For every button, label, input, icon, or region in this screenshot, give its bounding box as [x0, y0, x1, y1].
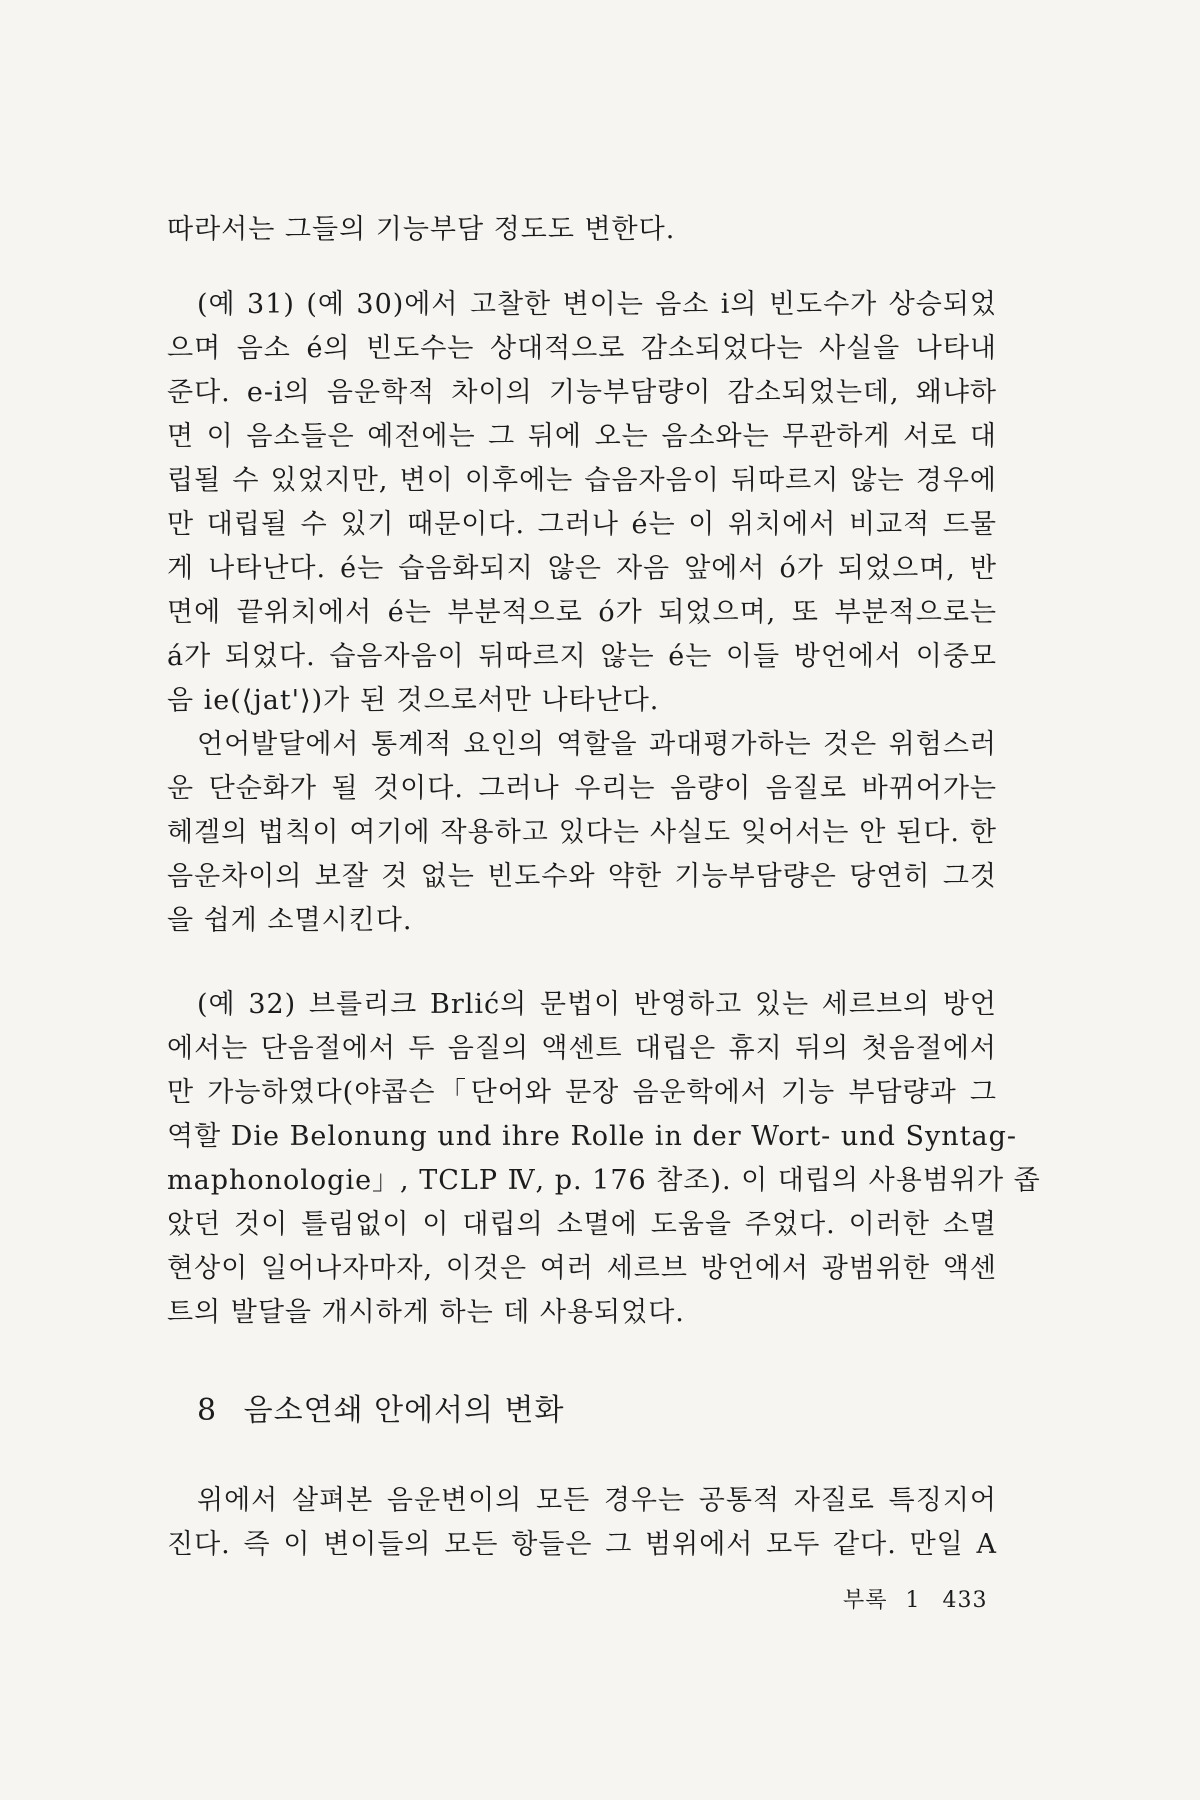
section-heading [197, 1385, 565, 1429]
section-number-label: 1 [905, 1588, 921, 1613]
text-line: (예 32) 브를리크 Brlić의 문법이 반영하고 있는 세르브의 방언 [197, 989, 997, 1020]
text-line: 역할 Die Belonung und ihre Rolle in der Wort- und Syntag- [167, 1121, 1018, 1152]
text-line: 현상이 일어나자마자, 이것은 여러 세르브 방언에서 광범위한 액센 [167, 1253, 997, 1284]
section-label: 부록 [843, 1588, 888, 1613]
text-line: 립될 수 있었지만, 변이 이후에는 습음자음이 뒤따르지 않는 경우에 [167, 465, 997, 496]
page-footer [843, 1583, 988, 1614]
text-line: 언어발달에서 통계적 요인의 역할을 과대평가하는 것은 위험스러 [197, 729, 997, 760]
text-line: 헤겔의 법칙이 여기에 작용하고 있다는 사실도 잊어서는 안 된다. 한 [167, 817, 997, 848]
text-line: (예 31) (예 30)에서 고찰한 변이는 음소 i의 빈도수가 상승되었 [197, 289, 997, 320]
text-line: 진다. 즉 이 변이들의 모든 항들은 그 범위에서 모두 같다. 만일 A [167, 1529, 997, 1560]
text-line: 준다. e-i의 음운학적 차이의 기능부담량이 감소되었는데, 왜냐하 [167, 377, 997, 408]
text-line: 게 나타난다. é는 습음화되지 않은 자음 앞에서 ó가 되었으며, 반 [167, 553, 997, 584]
text-line: 따라서는 그들의 기능부담 정도도 변한다. [167, 214, 676, 245]
text-line: 운 단순화가 될 것이다. 그러나 우리는 음량이 음질로 바뀌어가는 [167, 773, 997, 804]
text-line: á가 되었다. 습음자음이 뒤따르지 않는 é는 이들 방언에서 이중모 [167, 641, 997, 672]
text-line: 만 대립될 수 있기 때문이다. 그러나 é는 이 위치에서 비교적 드물 [167, 509, 997, 540]
section-number: 8 [197, 1393, 218, 1428]
text-line: 음 ie(⟨jat'⟩)가 된 것으로서만 나타난다. [167, 685, 660, 716]
text-line: 을 쉽게 소멸시킨다. [167, 905, 413, 936]
text-line: 위에서 살펴본 음운변이의 모든 경우는 공통적 자질로 특징지어 [197, 1485, 997, 1516]
text-line: maphonologie」, TCLP Ⅳ, p. 176 참조). 이 대립의 사용범위가 좁 [167, 1165, 1041, 1196]
text-line: 면에 끝위치에서 é는 부분적으로 ó가 되었으며, 또 부분적으로는 [167, 597, 997, 628]
page-number: 433 [942, 1588, 988, 1613]
text-line: 에서는 단음절에서 두 음질의 액센트 대립은 휴지 뒤의 첫음절에서 [167, 1033, 997, 1064]
text-line: 았던 것이 틀림없이 이 대립의 소멸에 도움을 주었다. 이러한 소멸 [167, 1209, 997, 1240]
text-line: 음운차이의 보잘 것 없는 빈도수와 약한 기능부담량은 당연히 그것 [167, 861, 997, 892]
text-line: 트의 발달을 개시하게 하는 데 사용되었다. [167, 1297, 685, 1328]
text-line: 으며 음소 é의 빈도수는 상대적으로 감소되었다는 사실을 나타내 [167, 333, 997, 364]
text-line: 면 이 음소들은 예전에는 그 뒤에 오는 음소와는 무관하게 서로 대 [167, 421, 997, 452]
text-line: 만 가능하였다(야콥슨「단어와 문장 음운학에서 기능 부담량과 그 [167, 1077, 997, 1108]
section-title: 음소연쇄 안에서의 변화 [243, 1393, 565, 1428]
